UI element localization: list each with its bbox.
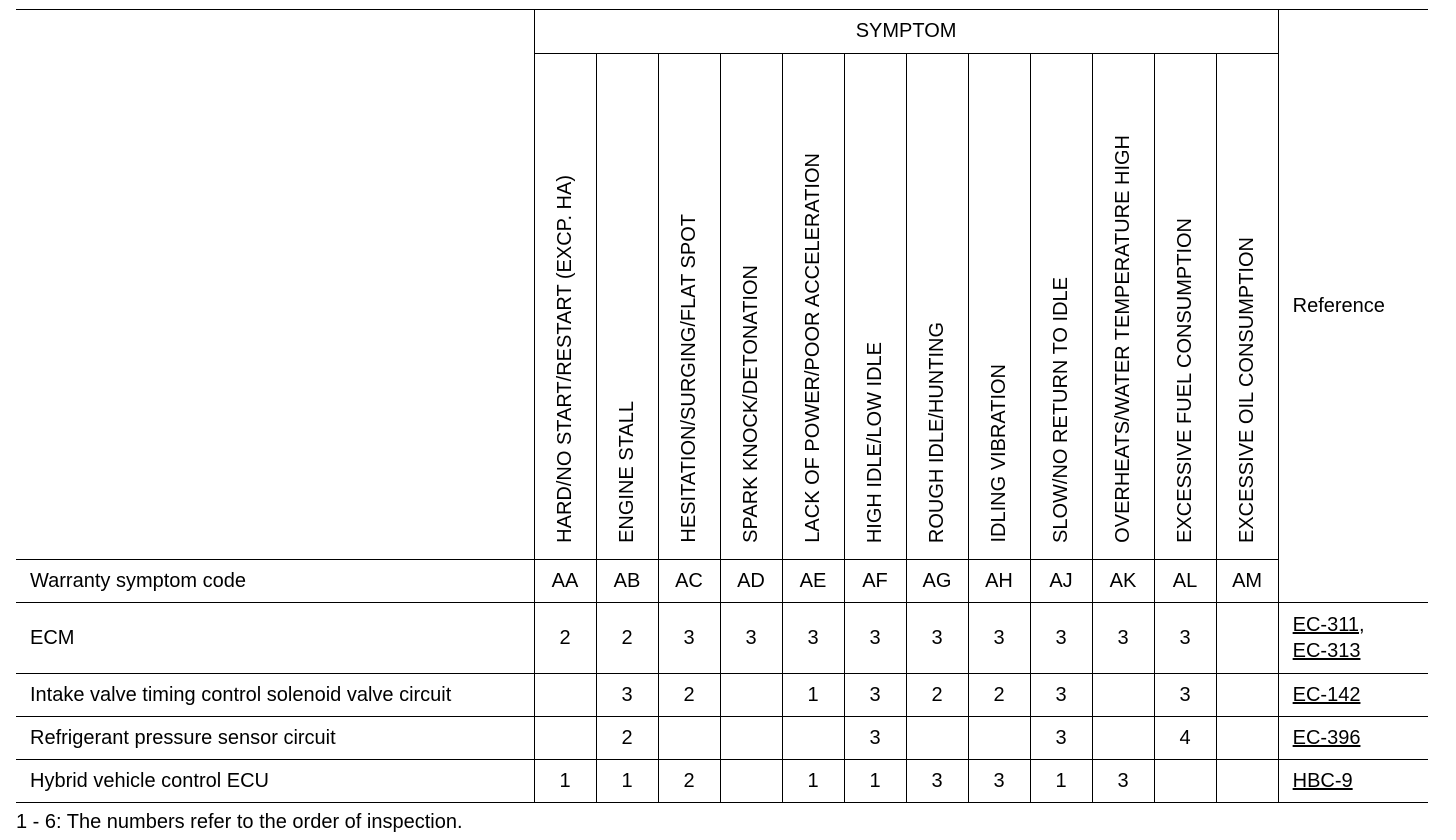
symptom-code: AF bbox=[844, 560, 906, 603]
inspection-order-cell: 3 bbox=[844, 717, 906, 760]
inspection-order-cell bbox=[1216, 760, 1278, 803]
inspection-order-cell: 3 bbox=[844, 674, 906, 717]
symptom-name: HIGH IDLE/LOW IDLE bbox=[864, 341, 886, 543]
inspection-order-cell bbox=[1092, 717, 1154, 760]
reference-cell bbox=[1278, 760, 1428, 803]
table-row bbox=[16, 717, 1428, 760]
symptom-column-header bbox=[1030, 54, 1092, 560]
warranty-code-label: Warranty symptom code bbox=[16, 560, 534, 603]
symptom-column-header bbox=[1092, 54, 1154, 560]
symptom-column-header bbox=[782, 54, 844, 560]
symptom-name: SPARK KNOCK/DETONATION bbox=[740, 265, 762, 543]
inspection-order-cell: 3 bbox=[906, 760, 968, 803]
table-row bbox=[16, 603, 1428, 674]
symptom-code: AD bbox=[720, 560, 782, 603]
inspection-order-cell bbox=[968, 717, 1030, 760]
symptom-name: EXCESSIVE OIL CONSUMPTION bbox=[1236, 237, 1259, 543]
inspection-order-cell: 2 bbox=[906, 674, 968, 717]
component-label: Refrigerant pressure sensor circuit bbox=[16, 717, 534, 760]
inspection-order-cell: 1 bbox=[844, 760, 906, 803]
symptom-name: SLOW/NO RETURN TO IDLE bbox=[1050, 277, 1072, 543]
reference-link[interactable]: HBC-9 bbox=[1292, 770, 1353, 792]
inspection-order-cell: 4 bbox=[1154, 717, 1216, 760]
reference-link[interactable]: EC-311 bbox=[1292, 614, 1359, 636]
component-label: Intake valve timing control solenoid valve circuit bbox=[16, 674, 534, 717]
symptom-column-header bbox=[968, 54, 1030, 560]
symptom-name: LACK OF POWER/POOR ACCELERATION bbox=[802, 153, 824, 543]
symptom-name: HARD/NO START/RESTART (EXCP. HA) bbox=[554, 175, 576, 543]
symptom-code: AB bbox=[596, 560, 658, 603]
inspection-order-cell bbox=[782, 717, 844, 760]
table-row bbox=[16, 674, 1428, 717]
symptom-column-header bbox=[844, 54, 906, 560]
symptom-column-header bbox=[720, 54, 782, 560]
inspection-order-cell: 1 bbox=[782, 674, 844, 717]
inspection-order-cell: 3 bbox=[1154, 674, 1216, 717]
symptom-name: IDLING VIBRATION bbox=[988, 364, 1010, 543]
table-row bbox=[16, 760, 1428, 803]
inspection-order-cell: 3 bbox=[1092, 603, 1154, 674]
inspection-order-cell: 3 bbox=[720, 603, 782, 674]
symptom-code: AK bbox=[1092, 560, 1154, 603]
inspection-order-cell: 3 bbox=[596, 674, 658, 717]
footnote: 1 - 6: The numbers refer to the order of inspection. bbox=[16, 811, 463, 833]
inspection-order-cell: 3 bbox=[1154, 603, 1216, 674]
symptom-column-header bbox=[658, 54, 720, 560]
reference-link[interactable]: EC-142 bbox=[1292, 684, 1361, 706]
inspection-order-cell bbox=[1216, 717, 1278, 760]
symptom-name: EXCESSIVE FUEL CONSUMPTION bbox=[1174, 218, 1196, 543]
inspection-order-cell: 3 bbox=[1030, 674, 1092, 717]
symptom-code: AC bbox=[658, 560, 720, 603]
symptom-column-header bbox=[906, 54, 968, 560]
inspection-order-cell: 3 bbox=[1030, 603, 1092, 674]
symptom-column-header bbox=[534, 54, 596, 560]
inspection-order-cell: 1 bbox=[782, 760, 844, 803]
symptom-column-header bbox=[1216, 54, 1278, 560]
reference-link[interactable]: EC-313 bbox=[1292, 640, 1361, 662]
symptom-header: SYMPTOM bbox=[534, 10, 1278, 54]
symptom-code: AA bbox=[534, 560, 596, 603]
inspection-order-cell: 2 bbox=[596, 603, 658, 674]
symptom-name: ENGINE STALL bbox=[616, 401, 638, 543]
inspection-order-cell bbox=[1092, 674, 1154, 717]
reference-link[interactable]: EC-396 bbox=[1292, 727, 1361, 749]
reference-header: Reference bbox=[1278, 10, 1428, 603]
inspection-order-cell bbox=[534, 717, 596, 760]
symptom-code: AE bbox=[782, 560, 844, 603]
inspection-order-cell: 3 bbox=[1092, 760, 1154, 803]
component-label: ECM bbox=[16, 603, 534, 674]
inspection-order-cell: 3 bbox=[658, 603, 720, 674]
inspection-order-cell: 2 bbox=[596, 717, 658, 760]
inspection-order-cell: 2 bbox=[534, 603, 596, 674]
symptom-code: AJ bbox=[1030, 560, 1092, 603]
inspection-order-cell: 2 bbox=[658, 760, 720, 803]
symptom-name: OVERHEATS/WATER TEMPERATURE HIGH bbox=[1112, 135, 1134, 543]
inspection-order-cell bbox=[720, 760, 782, 803]
symptom-column-header bbox=[596, 54, 658, 560]
inspection-order-cell bbox=[534, 674, 596, 717]
reference-cell bbox=[1278, 674, 1428, 717]
inspection-order-cell: 1 bbox=[596, 760, 658, 803]
inspection-order-cell bbox=[1216, 603, 1278, 674]
symptom-code: AL bbox=[1154, 560, 1216, 603]
symptom-code: AG bbox=[906, 560, 968, 603]
inspection-order-cell bbox=[720, 674, 782, 717]
inspection-order-cell: 3 bbox=[1030, 717, 1092, 760]
symptom-name: HESITATION/SURGING/FLAT SPOT bbox=[678, 214, 700, 543]
reference-cell bbox=[1278, 717, 1428, 760]
symptom-name: ROUGH IDLE/HUNTING bbox=[926, 321, 948, 543]
inspection-order-cell: 3 bbox=[968, 603, 1030, 674]
symptom-column-header bbox=[1154, 54, 1216, 560]
inspection-order-cell: 1 bbox=[534, 760, 596, 803]
inspection-order-cell bbox=[720, 717, 782, 760]
inspection-order-cell bbox=[1216, 674, 1278, 717]
symptom-code: AH bbox=[968, 560, 1030, 603]
inspection-order-cell: 2 bbox=[658, 674, 720, 717]
inspection-order-cell: 3 bbox=[844, 603, 906, 674]
inspection-order-cell bbox=[1154, 760, 1216, 803]
symptom-matrix-table bbox=[16, 9, 1428, 803]
inspection-order-cell: 1 bbox=[1030, 760, 1092, 803]
corner-blank bbox=[16, 10, 534, 560]
inspection-order-cell: 3 bbox=[968, 760, 1030, 803]
symptom-code: AM bbox=[1216, 560, 1278, 603]
inspection-order-cell bbox=[906, 717, 968, 760]
inspection-order-cell bbox=[658, 717, 720, 760]
inspection-order-cell: 2 bbox=[968, 674, 1030, 717]
inspection-order-cell: 3 bbox=[782, 603, 844, 674]
inspection-order-cell: 3 bbox=[906, 603, 968, 674]
reference-cell: EC-311, EC-313 bbox=[1278, 603, 1428, 674]
component-label: Hybrid vehicle control ECU bbox=[16, 760, 534, 803]
